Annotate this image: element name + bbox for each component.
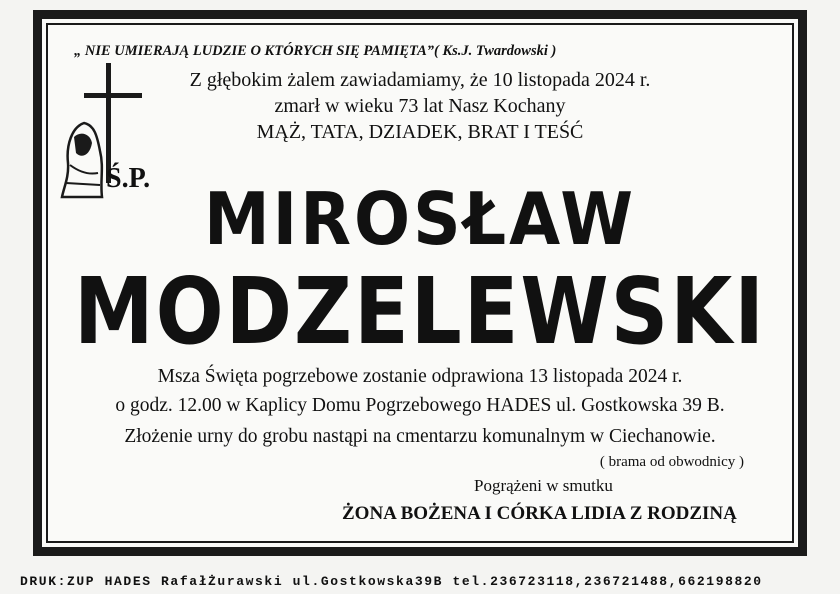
obituary-frame [33,10,807,556]
gate-note: ( brama od obwodnicy ) [599,454,744,470]
sp-label: Ś.P. [106,163,151,194]
intro-line-2: zmarł w wieku 73 lat Nasz Kochany [274,95,566,117]
intro-line-1: Z głębokim żalem zawiadamiamy, że 10 listopada 2024 r. [189,69,651,91]
printer-footer: DRUK:ZUP HADES RafałŻurawski ul.Gostkowska39B tel.236723118,236721488,662198820 [20,574,763,589]
first-name: MIROSŁAW [204,177,636,262]
mass-line-1: Msza Święta pogrzebowe zostanie odprawiona 13 listopada 2024 r. [157,366,683,387]
intro-line-3: MĄŻ, TATA, DZIADEK, BRAT I TEŚĆ [256,121,584,143]
mourning-text: Pogrążeni w smutku [474,476,613,495]
quote: „ NIE UMIERAJĄ LUDZIE O KTÓRYCH SIĘ PAMIĘTA”( Ks.J. Twardowski ) [74,43,557,59]
mass-line-2: o godz. 12.00 w Kaplicy Domu Pogrzebowego HADES ul. Gostkowska 39 B. [115,395,725,416]
mass-line-3: Złożenie urny do grobu nastąpi na cmentarzu komunalnym w Ciechanowie. [124,426,716,447]
last-name: MODZELEWSKI [74,258,766,365]
obituary-panel [42,19,798,547]
family-signature: ŻONA BOŻENA I CÓRKA LIDIA Z RODZINĄ [342,503,737,524]
